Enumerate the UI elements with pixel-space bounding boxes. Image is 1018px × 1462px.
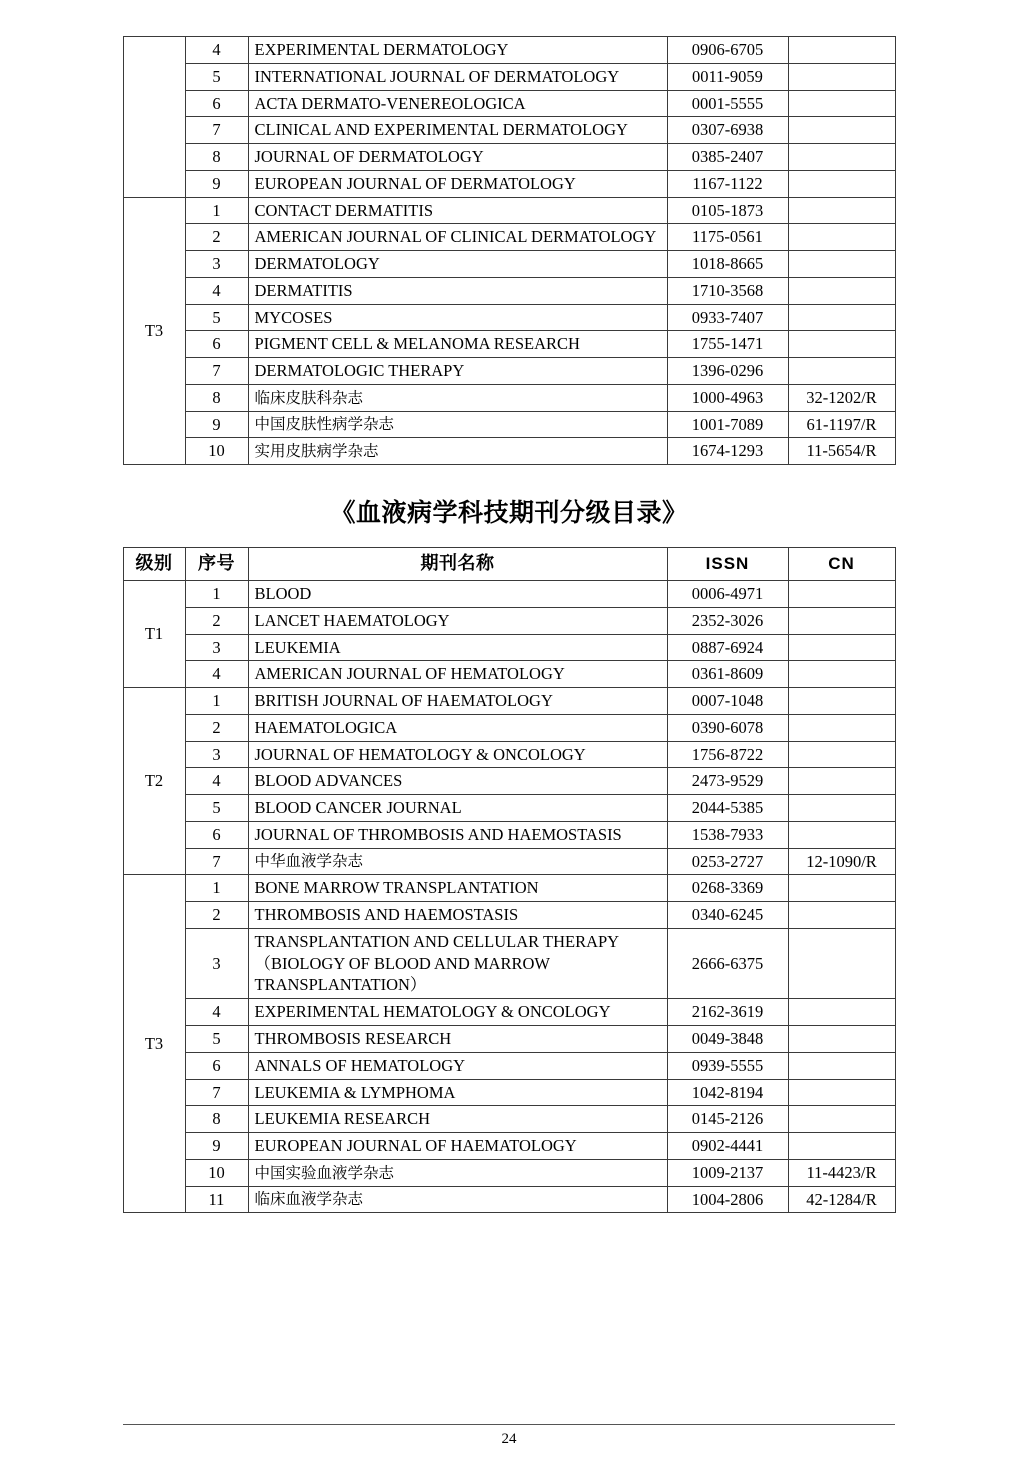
cn-number-cell — [788, 1133, 895, 1160]
cn-number-cell — [788, 928, 895, 998]
cn-number-cell — [788, 304, 895, 331]
tier-level-cell: T3 — [123, 197, 185, 465]
issn-cell: 1396-0296 — [667, 358, 788, 385]
cn-number-cell: 11-4423/R — [788, 1159, 895, 1186]
issn-cell: 2473-9529 — [667, 768, 788, 795]
cn-number-cell — [788, 581, 895, 608]
row-index-cell: 1 — [185, 688, 248, 715]
table-row — [123, 1133, 895, 1160]
cn-number-cell: 11-5654/R — [788, 438, 895, 465]
table-row — [123, 304, 895, 331]
row-index-cell: 5 — [185, 795, 248, 822]
table-row — [123, 1106, 895, 1133]
journal-name-cell: MYCOSES — [248, 304, 667, 331]
journal-name-cell: BLOOD ADVANCES — [248, 768, 667, 795]
cn-number-cell — [788, 277, 895, 304]
column-header-level: 级别 — [123, 548, 185, 581]
journal-name-cell: LEUKEMIA & LYMPHOMA — [248, 1079, 667, 1106]
issn-cell: 0145-2126 — [667, 1106, 788, 1133]
journal-name-cell: ACTA DERMATO-VENEREOLOGICA — [248, 90, 667, 117]
cn-number-cell — [788, 607, 895, 634]
table-row — [123, 358, 895, 385]
cn-number-cell — [788, 821, 895, 848]
table-row — [123, 63, 895, 90]
row-index-cell: 8 — [185, 384, 248, 411]
row-index-cell: 11 — [185, 1186, 248, 1213]
column-header-no: 序号 — [185, 548, 248, 581]
table-row — [123, 999, 895, 1026]
issn-cell: 0105-1873 — [667, 197, 788, 224]
journal-name-cell: 中华血液学杂志 — [248, 848, 667, 875]
cn-number-cell — [788, 1052, 895, 1079]
cn-number-cell — [788, 1026, 895, 1053]
issn-cell: 1175-0561 — [667, 224, 788, 251]
row-index-cell: 2 — [185, 714, 248, 741]
table-row — [123, 1186, 895, 1213]
row-index-cell: 4 — [185, 277, 248, 304]
issn-cell: 0906-6705 — [667, 37, 788, 64]
cn-number-cell: 32-1202/R — [788, 384, 895, 411]
issn-cell: 0049-3848 — [667, 1026, 788, 1053]
cn-number-cell — [788, 251, 895, 278]
issn-cell: 1004-2806 — [667, 1186, 788, 1213]
table-row — [123, 411, 895, 438]
issn-cell: 0001-5555 — [667, 90, 788, 117]
table-row — [123, 117, 895, 144]
journal-name-cell: JOURNAL OF DERMATOLOGY — [248, 144, 667, 171]
footer-rule — [123, 1424, 895, 1425]
journal-name-cell: THROMBOSIS AND HAEMOSTASIS — [248, 902, 667, 929]
table-row — [123, 875, 895, 902]
row-index-cell: 3 — [185, 634, 248, 661]
table-row — [123, 144, 895, 171]
issn-cell: 0361-8609 — [667, 661, 788, 688]
row-index-cell: 6 — [185, 1052, 248, 1079]
row-index-cell: 5 — [185, 304, 248, 331]
cn-number-cell — [788, 117, 895, 144]
table-row — [123, 331, 895, 358]
table-gap — [0, 465, 1018, 493]
cn-number-cell — [788, 902, 895, 929]
row-index-cell: 7 — [185, 117, 248, 144]
table-row — [123, 581, 895, 608]
table-row — [123, 768, 895, 795]
row-index-cell: 1 — [185, 875, 248, 902]
table-row — [123, 170, 895, 197]
table-row — [123, 37, 895, 64]
cn-number-cell — [788, 358, 895, 385]
tier-level-cell: T2 — [123, 688, 185, 875]
cn-number-cell: 12-1090/R — [788, 848, 895, 875]
table-row — [123, 251, 895, 278]
table-header-row — [123, 548, 895, 581]
row-index-cell: 4 — [185, 999, 248, 1026]
journal-name-cell: LEUKEMIA RESEARCH — [248, 1106, 667, 1133]
cn-number-cell — [788, 90, 895, 117]
table-row — [123, 634, 895, 661]
page-number: 24 — [501, 1431, 517, 1447]
row-index-cell: 2 — [185, 224, 248, 251]
table-row — [123, 1159, 895, 1186]
dermatology-journal-table — [123, 36, 896, 465]
issn-cell: 1018-8665 — [667, 251, 788, 278]
issn-cell: 0902-4441 — [667, 1133, 788, 1160]
issn-cell: 1000-4963 — [667, 384, 788, 411]
table-row — [123, 90, 895, 117]
cn-number-cell — [788, 63, 895, 90]
row-index-cell: 3 — [185, 251, 248, 278]
journal-name-cell: HAEMATOLOGICA — [248, 714, 667, 741]
row-index-cell: 4 — [185, 37, 248, 64]
row-index-cell: 7 — [185, 358, 248, 385]
row-index-cell: 3 — [185, 928, 248, 998]
journal-name-cell: BRITISH JOURNAL OF HAEMATOLOGY — [248, 688, 667, 715]
journal-name-cell: JOURNAL OF THROMBOSIS AND HAEMOSTASIS — [248, 821, 667, 848]
row-index-cell: 5 — [185, 63, 248, 90]
row-index-cell: 2 — [185, 902, 248, 929]
journal-name-cell: TRANSPLANTATION AND CELLULAR THERAPY（BIOLOGY OF BLOOD AND MARROW TRANSPLANTATION） — [248, 928, 667, 998]
row-index-cell: 4 — [185, 768, 248, 795]
row-index-cell: 2 — [185, 607, 248, 634]
table-row — [123, 741, 895, 768]
cn-number-cell — [788, 999, 895, 1026]
row-index-cell: 7 — [185, 848, 248, 875]
table-row — [123, 277, 895, 304]
issn-cell: 0011-9059 — [667, 63, 788, 90]
issn-cell: 1756-8722 — [667, 741, 788, 768]
table-row — [123, 661, 895, 688]
cn-number-cell — [788, 875, 895, 902]
table-row — [123, 384, 895, 411]
journal-name-cell: BONE MARROW TRANSPLANTATION — [248, 875, 667, 902]
table-row — [123, 688, 895, 715]
cn-number-cell — [788, 331, 895, 358]
table-row — [123, 197, 895, 224]
tier-level-cell — [123, 37, 185, 198]
column-header-issn: ISSN — [667, 548, 788, 581]
issn-cell: 0307-6938 — [667, 117, 788, 144]
journal-name-cell: CONTACT DERMATITIS — [248, 197, 667, 224]
cn-number-cell — [788, 1079, 895, 1106]
journal-name-cell: THROMBOSIS RESEARCH — [248, 1026, 667, 1053]
cn-number-cell — [788, 144, 895, 171]
issn-cell: 0939-5555 — [667, 1052, 788, 1079]
journal-name-cell: 中国实验血液学杂志 — [248, 1159, 667, 1186]
issn-cell: 0385-2407 — [667, 144, 788, 171]
row-index-cell: 5 — [185, 1026, 248, 1053]
table-row — [123, 607, 895, 634]
issn-cell: 1042-8194 — [667, 1079, 788, 1106]
table-row — [123, 1026, 895, 1053]
row-index-cell: 9 — [185, 170, 248, 197]
journal-name-cell: LEUKEMIA — [248, 634, 667, 661]
cn-number-cell — [788, 37, 895, 64]
journal-name-cell: DERMATITIS — [248, 277, 667, 304]
cn-number-cell — [788, 768, 895, 795]
cn-number-cell — [788, 661, 895, 688]
issn-cell: 0390-6078 — [667, 714, 788, 741]
journal-name-cell: EUROPEAN JOURNAL OF DERMATOLOGY — [248, 170, 667, 197]
issn-cell: 0887-6924 — [667, 634, 788, 661]
issn-cell: 1674-1293 — [667, 438, 788, 465]
issn-cell: 1538-7933 — [667, 821, 788, 848]
row-index-cell: 8 — [185, 144, 248, 171]
cn-number-cell — [788, 224, 895, 251]
row-index-cell: 1 — [185, 581, 248, 608]
issn-cell: 1167-1122 — [667, 170, 788, 197]
table-row — [123, 1052, 895, 1079]
cn-number-cell — [788, 170, 895, 197]
cn-number-cell: 42-1284/R — [788, 1186, 895, 1213]
journal-name-cell: EUROPEAN JOURNAL OF HAEMATOLOGY — [248, 1133, 667, 1160]
journal-name-cell: PIGMENT CELL & MELANOMA RESEARCH — [248, 331, 667, 358]
dermatology-table-body — [123, 37, 895, 465]
journal-name-cell: JOURNAL OF HEMATOLOGY & ONCOLOGY — [248, 741, 667, 768]
row-index-cell: 6 — [185, 331, 248, 358]
cn-number-cell — [788, 634, 895, 661]
journal-name-cell: LANCET HAEMATOLOGY — [248, 607, 667, 634]
cn-number-cell — [788, 688, 895, 715]
cn-number-cell — [788, 1106, 895, 1133]
table-row — [123, 848, 895, 875]
cn-number-cell — [788, 714, 895, 741]
table-row — [123, 928, 895, 998]
column-header-cn: CN — [788, 548, 895, 581]
hematology-catalog-title: 《血液病学科技期刊分级目录》 — [330, 498, 688, 528]
table-row — [123, 821, 895, 848]
journal-name-cell: EXPERIMENTAL HEMATOLOGY & ONCOLOGY — [248, 999, 667, 1026]
row-index-cell: 1 — [185, 197, 248, 224]
page-footer — [0, 1424, 1018, 1448]
journal-name-cell: 实用皮肤病学杂志 — [248, 438, 667, 465]
issn-cell: 2352-3026 — [667, 607, 788, 634]
journal-name-cell: 临床血液学杂志 — [248, 1186, 667, 1213]
journal-name-cell: BLOOD CANCER JOURNAL — [248, 795, 667, 822]
journal-name-cell: 临床皮肤科杂志 — [248, 384, 667, 411]
row-index-cell: 8 — [185, 1106, 248, 1133]
row-index-cell: 4 — [185, 661, 248, 688]
hematology-table-head — [123, 548, 895, 581]
journal-name-cell: EXPERIMENTAL DERMATOLOGY — [248, 37, 667, 64]
issn-cell: 1710-3568 — [667, 277, 788, 304]
journal-name-cell: DERMATOLOGIC THERAPY — [248, 358, 667, 385]
table-row — [123, 224, 895, 251]
tier-level-cell: T1 — [123, 581, 185, 688]
top-margin — [0, 0, 1018, 36]
row-index-cell: 7 — [185, 1079, 248, 1106]
table-row — [123, 795, 895, 822]
issn-cell: 1755-1471 — [667, 331, 788, 358]
column-header-journal-name: 期刊名称 — [248, 548, 667, 581]
hematology-journal-table — [123, 547, 896, 1213]
row-index-cell: 9 — [185, 411, 248, 438]
cn-number-cell — [788, 197, 895, 224]
table-row — [123, 1079, 895, 1106]
table-row — [123, 902, 895, 929]
journal-name-cell: 中国皮肤性病学杂志 — [248, 411, 667, 438]
issn-cell: 0253-2727 — [667, 848, 788, 875]
issn-cell: 1009-2137 — [667, 1159, 788, 1186]
issn-cell: 0268-3369 — [667, 875, 788, 902]
journal-name-cell: CLINICAL AND EXPERIMENTAL DERMATOLOGY — [248, 117, 667, 144]
issn-cell: 1001-7089 — [667, 411, 788, 438]
row-index-cell: 6 — [185, 821, 248, 848]
row-index-cell: 3 — [185, 741, 248, 768]
row-index-cell: 10 — [185, 438, 248, 465]
cn-number-cell — [788, 741, 895, 768]
title-gap — [0, 529, 1018, 547]
issn-cell: 0933-7407 — [667, 304, 788, 331]
hematology-table-body — [123, 581, 895, 1213]
journal-name-cell: INTERNATIONAL JOURNAL OF DERMATOLOGY — [248, 63, 667, 90]
journal-name-cell: DERMATOLOGY — [248, 251, 667, 278]
issn-cell: 2162-3619 — [667, 999, 788, 1026]
issn-cell: 0006-4971 — [667, 581, 788, 608]
row-index-cell: 10 — [185, 1159, 248, 1186]
issn-cell: 0007-1048 — [667, 688, 788, 715]
row-index-cell: 9 — [185, 1133, 248, 1160]
issn-cell: 2044-5385 — [667, 795, 788, 822]
journal-name-cell: BLOOD — [248, 581, 667, 608]
cn-number-cell: 61-1197/R — [788, 411, 895, 438]
cn-number-cell — [788, 795, 895, 822]
issn-cell: 2666-6375 — [667, 928, 788, 998]
row-index-cell: 6 — [185, 90, 248, 117]
issn-cell: 0340-6245 — [667, 902, 788, 929]
tier-level-cell: T3 — [123, 875, 185, 1213]
journal-name-cell: AMERICAN JOURNAL OF HEMATOLOGY — [248, 661, 667, 688]
journal-name-cell: AMERICAN JOURNAL OF CLINICAL DERMATOLOGY — [248, 224, 667, 251]
table-row — [123, 714, 895, 741]
table-row — [123, 438, 895, 465]
journal-name-cell: ANNALS OF HEMATOLOGY — [248, 1052, 667, 1079]
